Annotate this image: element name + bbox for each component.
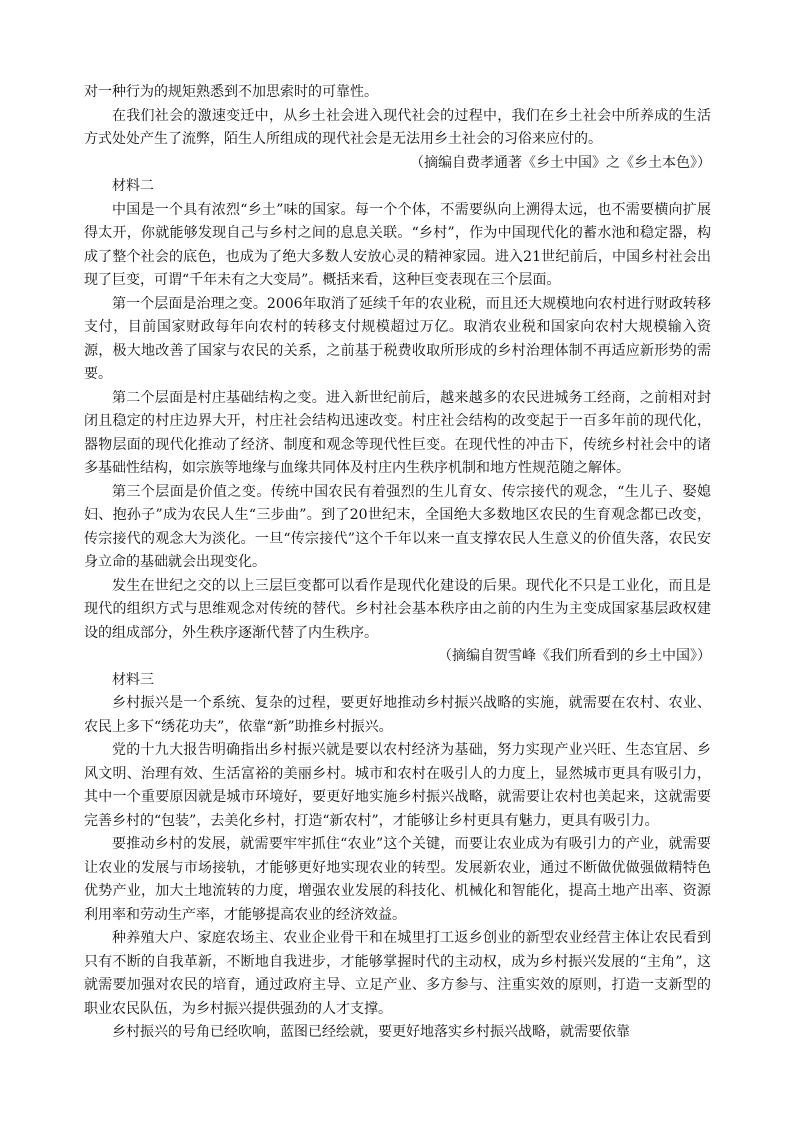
paragraph: 乡村振兴是一个系统、复杂的过程，要更好地推动乡村振兴战略的实施，就需要在农村、农业、农民上多下“绣花功夫”，依靠“新”助推乡村振兴。 xyxy=(84,695,711,735)
source-citation: （摘编自贺雪峰《我们所看到的乡土中国》） xyxy=(438,648,711,664)
paragraph: 对一种行为的规矩熟悉到不加思索时的可靠性。 xyxy=(84,84,378,100)
document-page xyxy=(84,81,711,1045)
paragraph: 发生在世纪之交的以上三层巨变都可以看作是现代化建设的后果。现代化不只是工业化，而且是现代的组织方式与思维观念对传统的替代。乡村社会基本秩序由之前的内生为主变成国家基层政权建设的组成部分，外生秩序逐渐代替了内生秩序。 xyxy=(84,577,711,641)
paragraph: 党的十九大报告明确指出乡村振兴就是要以农村经济为基础，努力实现产业兴旺、生态宜居、乡风文明、治理有效、生活富裕的美丽乡村。城市和农村在吸引人的力度上，显然城市更具有吸引力，其中一个重要原因就是城市环境好，要更好地实施乡村振兴战略，就需要让农村也美起来，这就需要完善乡村的“包装”，去美化乡村，打造“新农村”，才能够让乡村更具有魅力，更具有吸引力。 xyxy=(84,742,711,829)
section-heading: 材料二 xyxy=(112,178,154,194)
paragraph: 第一个层面是治理之变。2006年取消了延续千年的农业税，而且还大规模地向农村进行财政转移支付，目前国家财政每年向农村的转移支付规模超过万亿。取消农业税和国家向农村大规模输入资源，极大地改善了国家与农民的关系，之前基于税费收取所形成的乡村治理体制不再适应新形势的需要。 xyxy=(84,295,711,382)
paragraph: 乡村振兴的号角已经吹响，蓝图已经绘就，要更好地落实乡村振兴战略，就需要依靠 xyxy=(112,1024,630,1040)
paragraph: 第二个层面是村庄基础结构之变。进入新世纪前后，越来越多的农民进城务工经商，之前相对封闭且稳定的村庄边界大开，村庄社会结构迅速改变。村庄社会结构的改变起于一百多年前的现代化，器物层面的现代化推动了经济、制度和观念等现代性巨变。在现代性的冲击下，传统乡村社会中的诸多基础性结构，如宗族等地缘与血缘共同体及村庄内生秩序机制和地方性规范随之解体。 xyxy=(84,389,711,476)
paragraph: 第三个层面是价值之变。传统中国农民有着强烈的生儿育女、传宗接代的观念，“生儿子、娶媳妇、抱孙子”成为农民人生“三步曲”。到了20世纪末，全国绝大多数地区农民的生育观念都已改变，传宗接代的观念大为淡化。一旦“传宗接代”这个千年以来一直支撑农民人生意义的价值失落，农民安身立命的基础就会出现变化。 xyxy=(84,483,711,570)
paragraph: 种养殖大户、家庭农场主、农业企业骨干和在城里打工返乡创业的新型农业经营主体让农民看到只有不断的自我革新，不断地自我进步，才能够掌握时代的主动权，成为乡村振兴发展的“主角”，这就需要加强对农民的培育，通过政府主导、立足产业、多方参与、注重实效的原则，打造一支新型的职业农民队伍，为乡村振兴提供强劲的人才支撑。 xyxy=(84,930,711,1017)
paragraph: 在我们社会的激速变迁中，从乡土社会进入现代社会的过程中，我们在乡土社会中所养成的生活方式处处产生了流弊，陌生人所组成的现代社会是无法用乡土社会的习俗来应付的。 xyxy=(84,107,711,147)
paragraph: 要推动乡村的发展，就需要牢牢抓住“农业”这个关键，而要让农业成为有吸引力的产业，就需要让农业的发展与市场接轨，才能够更好地实现农业的转型。发展新农业，通过不断做优做强做精特色优势产业，加大土地流转的力度，增强农业发展的科技化、机械化和智能化，提高土地产出率、资源利用率和劳动生产率，才能够提高农业的经济效益。 xyxy=(84,836,711,923)
section-heading: 材料三 xyxy=(112,671,154,688)
paragraph: 中国是一个具有浓烈“乡土”味的国家。每一个个体，不需要纵向上溯得太远，也不需要横向扩展得太开，你就能够发现自己与乡村之间的息息关联。“乡村”，作为中国现代化的蓄水池和稳定器，构成了整个社会的底色，也成为了绝大多数人安放心灵的精神家园。进入21世纪前后，中国乡村社会出现了巨变，可谓“千年未有之大变局”。概括来看，这种巨变表现在三个层面。 xyxy=(84,201,711,288)
source-citation: （摘编自费孝通著《乡土中国》之《乡土本色》） xyxy=(410,154,711,171)
